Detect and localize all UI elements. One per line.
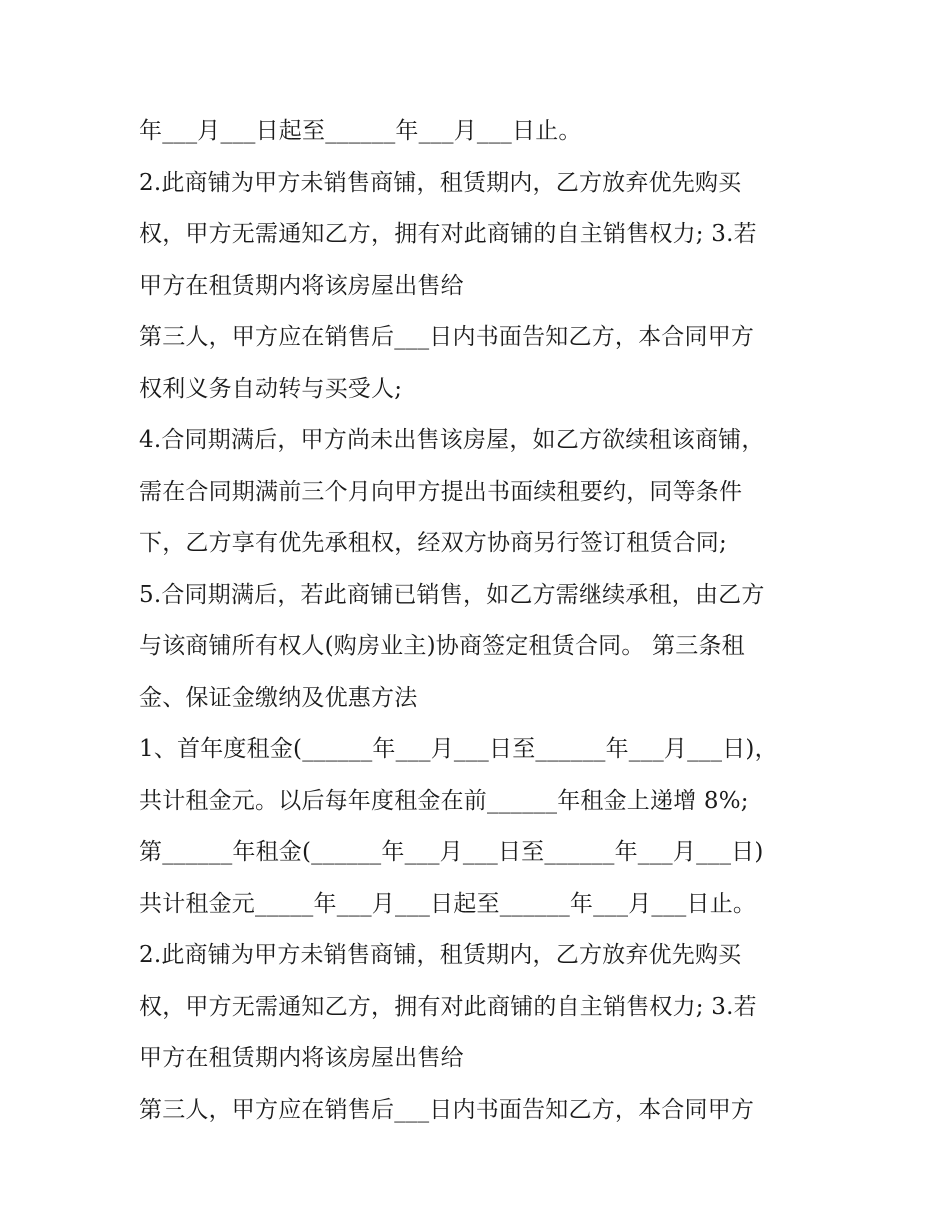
- text-line: 共计租金元。以后每年度租金在前______年租金上递增 8%;: [139, 787, 749, 814]
- text-line: 与该商铺所有权人(购房业主)协商签定租赁合同。 第三条租: [139, 633, 745, 659]
- text-line: 甲方在租赁期内将该房屋出售给: [139, 272, 464, 299]
- text-line: 4.合同期满后，甲方尚未出售该房屋，如乙方欲续租该商铺，: [139, 427, 765, 453]
- text-line: 金、保证金缴纳及优惠方法: [139, 684, 418, 711]
- text-line: 2.此商铺为甲方未销售商铺，租赁期内，乙方放弃优先购买: [139, 169, 742, 196]
- text-line: 1、首年度租金(______年___月___日至______年___月___日)，: [139, 736, 778, 762]
- text-line: 第三人，甲方应在销售后___日内书面告知乙方，本合同甲方: [139, 324, 755, 350]
- text-line: 年___月___日起至______年___月___日止。: [139, 118, 582, 144]
- text-line: 权，甲方无需通知乙方，拥有对此商铺的自主销售权力; 3.若: [139, 993, 757, 1020]
- text-line: 第三人，甲方应在销售后___日内书面告知乙方，本合同甲方: [139, 1096, 755, 1123]
- text-line: 需在合同期满前三个月向甲方提出书面续租要约，同等条件: [139, 478, 743, 505]
- document-body: [139, 106, 819, 1136]
- text-line: 2.此商铺为甲方未销售商铺，租赁期内，乙方放弃优先购买: [139, 942, 742, 968]
- text-line: 下，乙方享有优先承租权，经双方协商另行签订租赁合同;: [139, 530, 727, 556]
- text-line: 权，甲方无需通知乙方，拥有对此商铺的自主销售权力; 3.若: [139, 221, 757, 247]
- text-line: 权利义务自动转与买受人;: [139, 375, 403, 402]
- text-line: 第______年租金(______年___月___日至______年___月___日): [139, 839, 764, 865]
- text-line: 共计租金元_____年___月___日起至______年___月___日止。: [139, 890, 757, 917]
- text-line: 甲方在租赁期内将该房屋出售给: [139, 1045, 464, 1071]
- text-line: 5.合同期满后，若此商铺已销售，如乙方需继续承租，由乙方: [139, 581, 765, 608]
